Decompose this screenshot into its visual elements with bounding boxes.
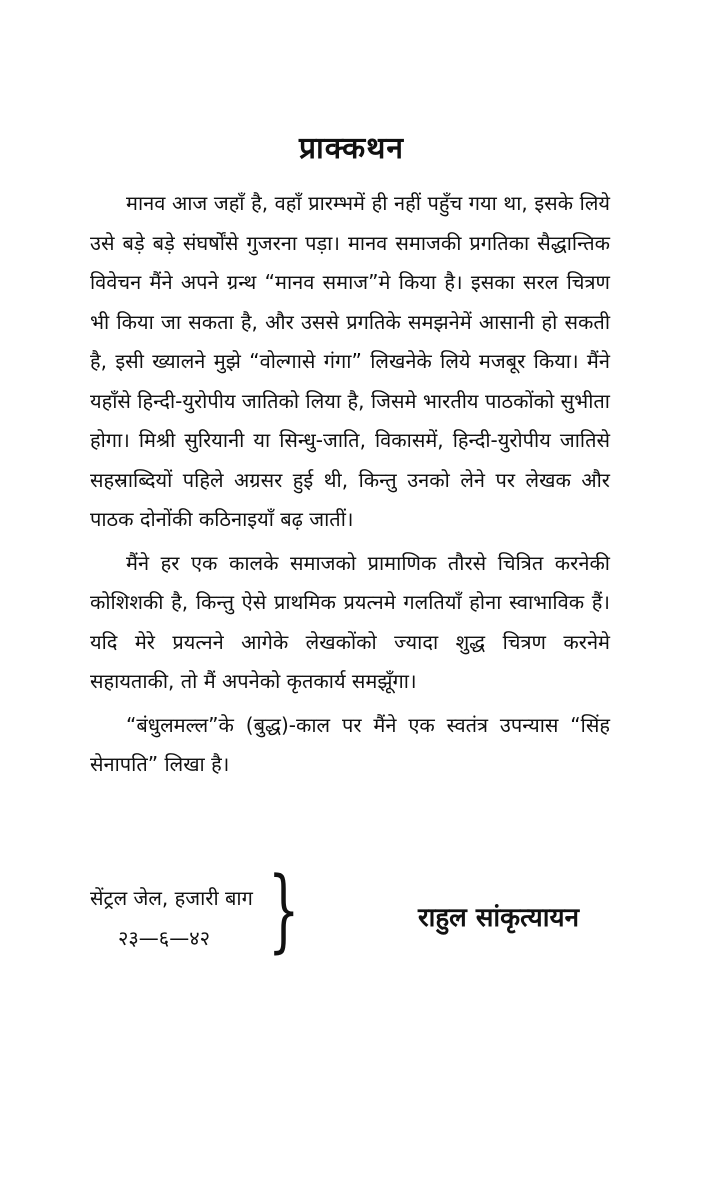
paragraph-2: मैंने हर एक कालके समाजको प्रामाणिक तौरसे चित्रित करनेकी कोशिशकी है, किन्तु ऐसे प्राथमिक प्रयत्नमे गलतियाँ होना स्वाभाविक हैं। यदि मेरे प्रयत्नने आगेके लेखकोंको ज्यादा शुद्ध चित्रण करनेमे सहायताकी, तो मैं अपनेको कृतकार्य समझूँगा। xyxy=(90,550,610,693)
curly-brace: } xyxy=(268,858,300,963)
place-date-block xyxy=(90,878,253,958)
author-signature: राहुल सांकृत्यायन xyxy=(418,903,579,933)
paragraph-3: “बंधुलमल्ल”के (बुद्ध)-काल पर मैंने एक स्वतंत्र उपन्यास “सिंह सेनापति” लिखा है। xyxy=(90,712,610,776)
date-label: २३—६—४२ xyxy=(118,926,210,950)
paragraph-1: मानव आज जहाँ है, वहाँ प्रारम्भमें ही नहीं पहुँच गया था, इसके लिये उसे बड़े बड़े संघर्षोंसे गुजरना पड़ा। मानव समाजकी प्रगतिका सैद्धान्तिक विवेचन मैंने अपने ग्रन्थ “मानव समाज”मे किया है। इसका सरल चित्रण भी किया जा सकता है, और उससे प्रगतिके समझनेमें आसानी हो सकती है, इसी ख्यालने मुझे “वोल्गासे गंगा” लिखनेके लिये मजबूर किया। मैंने यहाँसे हिन्दी-युरोपीय जातिको लिया है, जिसमे भारतीय पाठकोंको सुभीता होगा। मिश्री सुरियानी या सिन्धु-जाति, विकासमें, हिन्दी-युरोपीय जातिसे सहस्राब्दियों पहिले अग्रसर हुई थी, किन्तु उनको लेने पर लेखक और पाठक दोनोंकी कठिनाइयाँ बढ़ जातीं। xyxy=(90,191,610,531)
place-label: सेंट्रल जेल, हजारी बाग xyxy=(90,886,253,910)
preface-body xyxy=(90,184,610,785)
page-title: प्राक्कथन xyxy=(298,131,405,166)
